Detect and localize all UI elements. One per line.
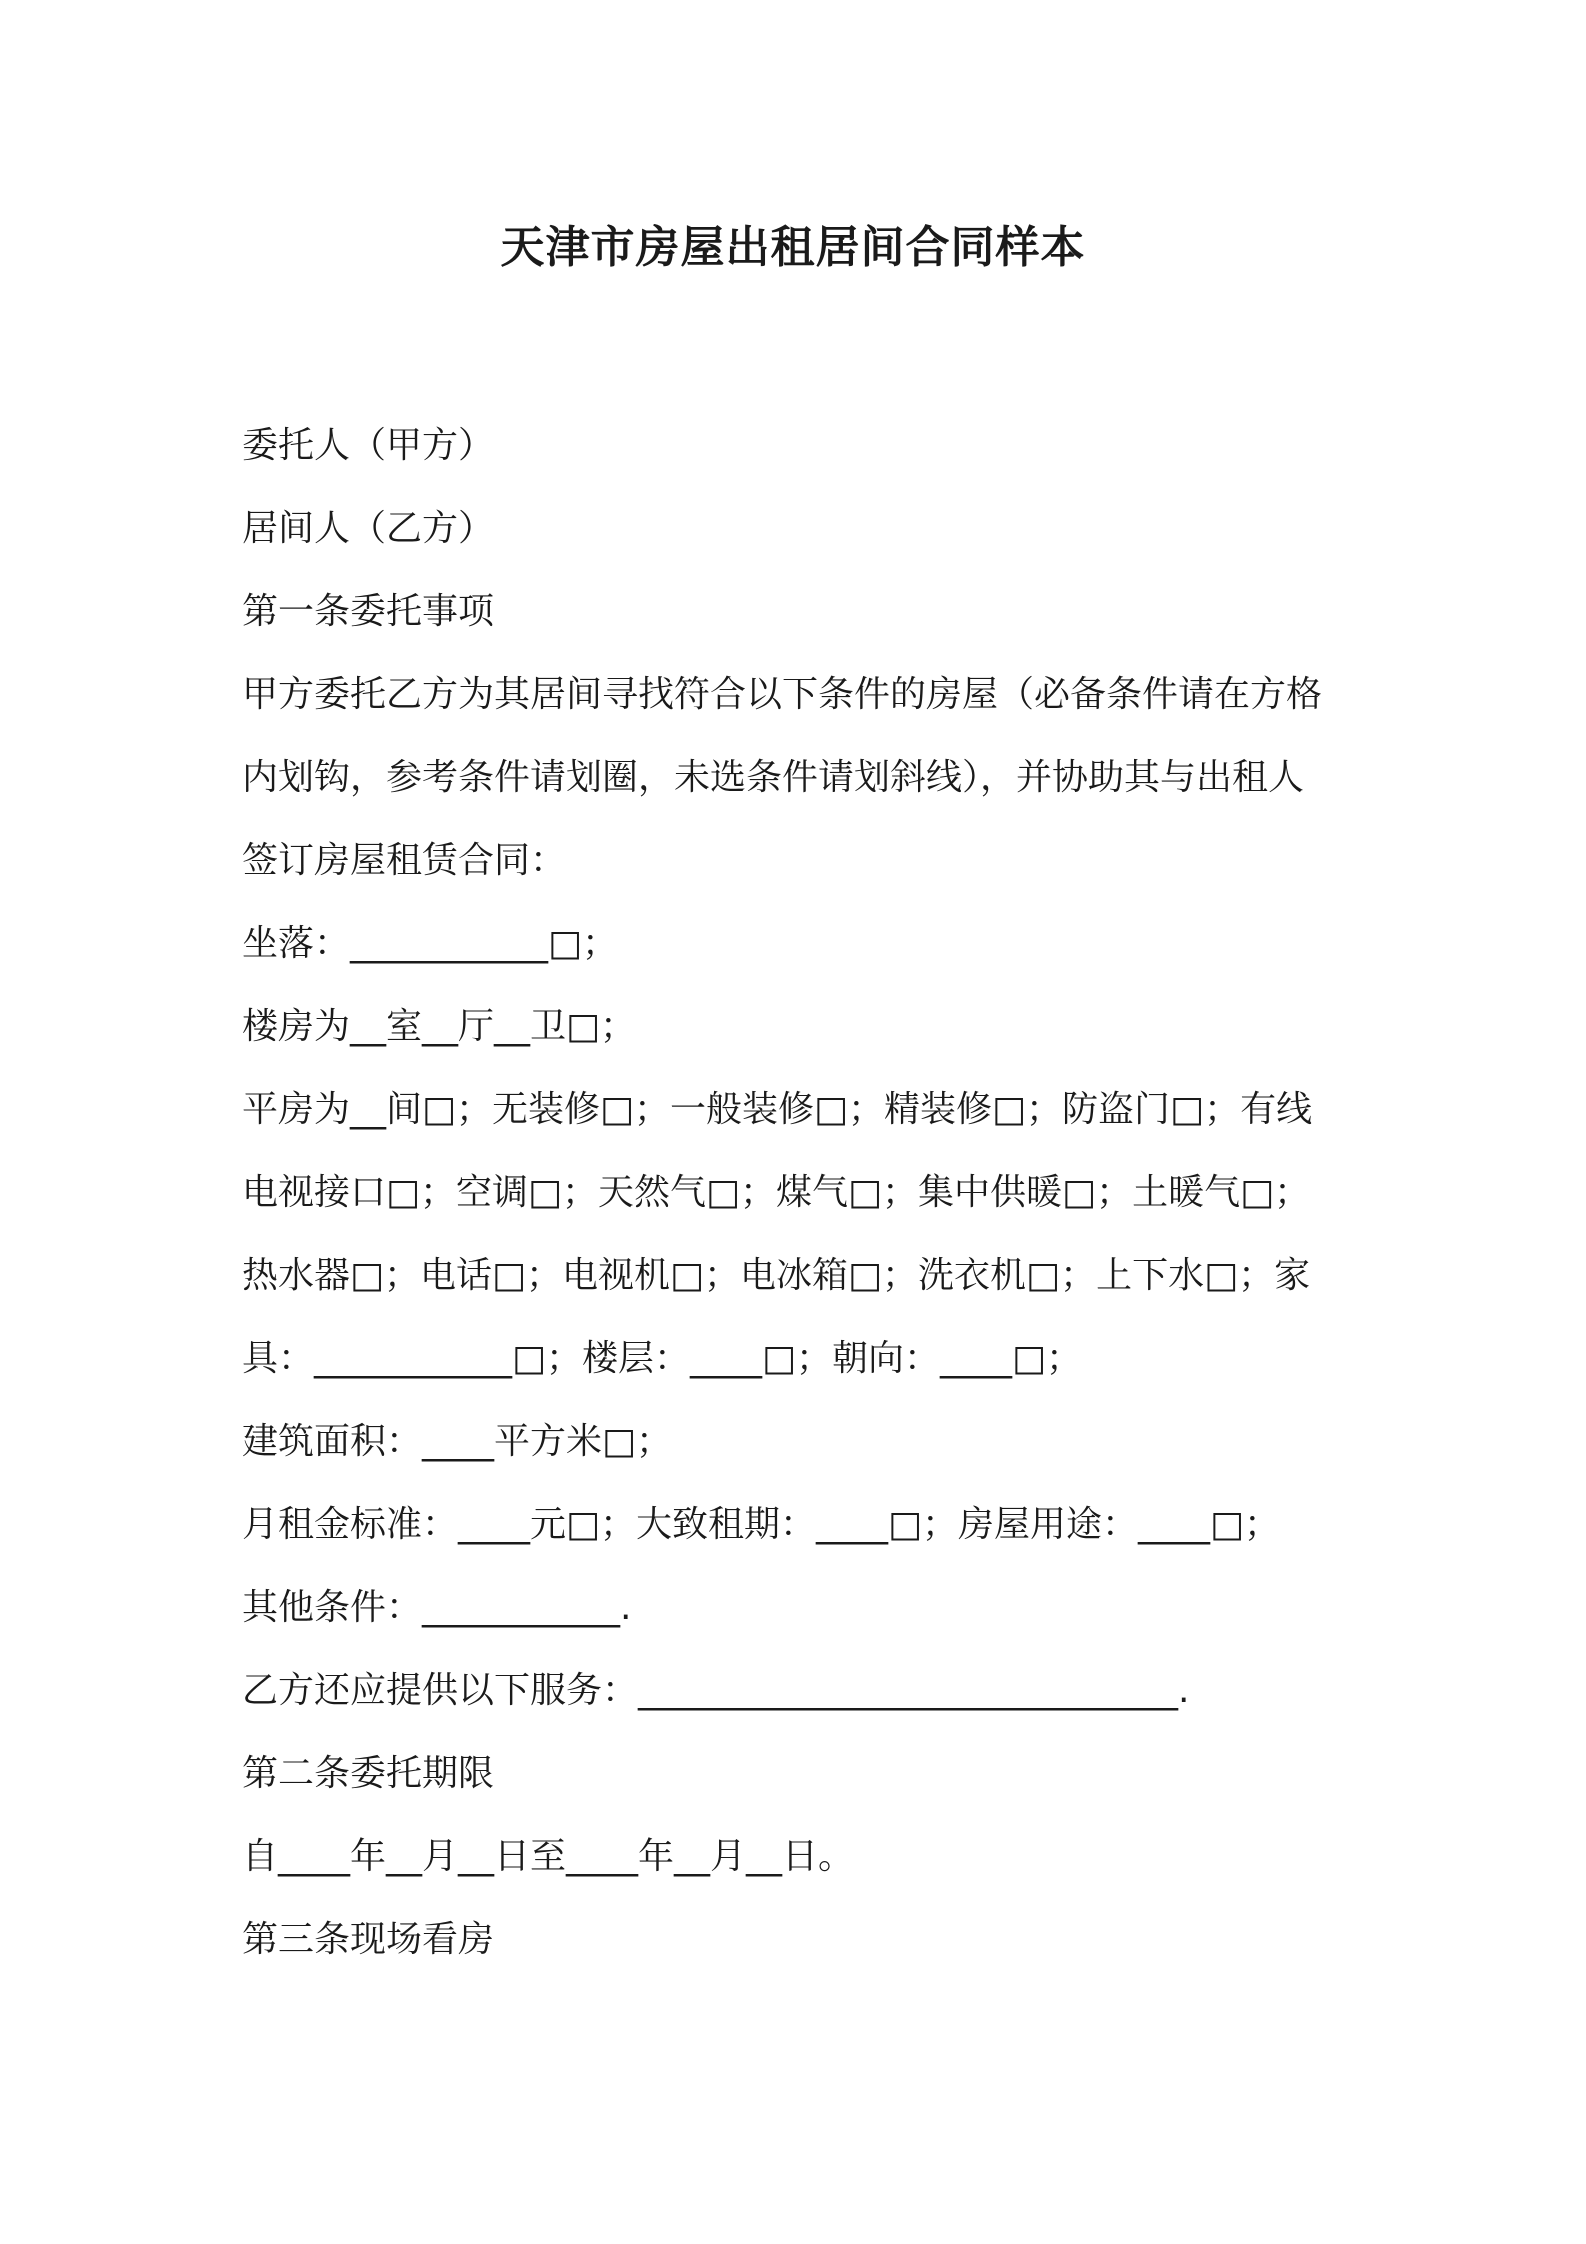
article-1-paragraph-line-3: 签订房屋租赁合同：	[242, 840, 567, 881]
other-conditions-line: 其他条件：___________.	[242, 1587, 632, 1628]
floor-area-line: 建筑面积：____平方米□；	[242, 1421, 673, 1462]
article-1-heading: 第一条委托事项	[242, 591, 495, 632]
location-line: 坐落：___________□；	[242, 923, 619, 964]
conditions-line-1: 平房为__间□；无装修□；一般装修□；精装修□；防盗门□；有线	[242, 1089, 1313, 1130]
article-1-paragraph-line-1: 甲方委托乙方为其居间寻找符合以下条件的房屋（必备条件请在方格	[242, 674, 1323, 715]
article-3-heading: 第三条现场看房	[242, 1919, 495, 1960]
document-title: 天津市房屋出租居间合同样本	[500, 222, 1086, 273]
building-layout-line: 楼房为__室__厅__卫□；	[242, 1006, 637, 1047]
document-body	[242, 404, 1362, 1981]
article-1-paragraph-line-2: 内划钩，参考条件请划圈，未选条件请划斜线），并协助其与出租人	[242, 757, 1305, 798]
conditions-line-2: 电视接口□；空调□；天然气□；煤气□；集中供暖□；土暖气□；	[242, 1172, 1311, 1213]
conditions-line-3: 热水器□；电话□；电视机□；电冰箱□；洗衣机□；上下水□；家	[242, 1255, 1311, 1296]
intermediary-line: 居间人（乙方）	[242, 508, 495, 549]
article-2-heading: 第二条委托期限	[242, 1753, 495, 1794]
additional-services-line: 乙方还应提供以下服务：______________________________.	[242, 1670, 1190, 1711]
rent-line: 月租金标准：____元□；大致租期：____□；房屋用途：____□；	[242, 1504, 1281, 1545]
principal-line: 委托人（甲方）	[242, 425, 495, 466]
conditions-line-4: 具：___________□；楼层：____□；朝向：____□；	[242, 1338, 1083, 1379]
term-line: 自____年__月__日至____年__月__日。	[242, 1836, 855, 1877]
